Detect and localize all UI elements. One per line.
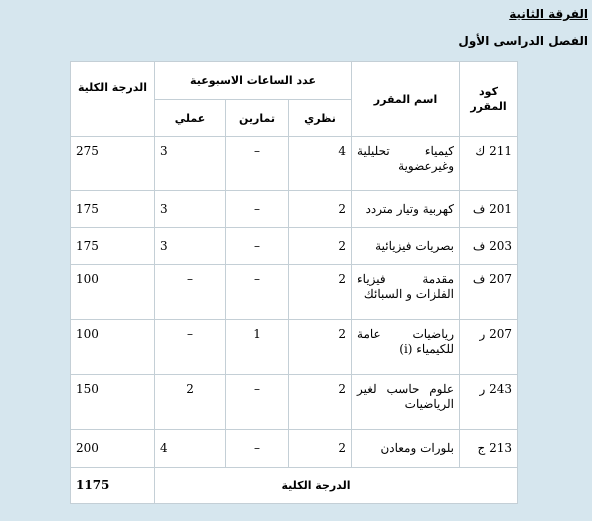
theory-hours: 2 xyxy=(289,430,352,468)
course-name: كهربية وتيار متردد xyxy=(352,191,460,228)
theory-hours: 2 xyxy=(289,191,352,228)
course-code: 201 ف xyxy=(460,191,518,228)
total-grade: 275 xyxy=(71,137,155,191)
exercise-hours: – xyxy=(226,265,289,320)
table-row xyxy=(71,375,518,430)
exercise-hours: – xyxy=(226,137,289,191)
table-row xyxy=(71,137,518,191)
practical-hours: 3 xyxy=(155,191,226,228)
total-grade: 150 xyxy=(71,375,155,430)
theory-hours: 2 xyxy=(289,228,352,265)
total-grade: 175 xyxy=(71,191,155,228)
course-name: بصريات فيزيائية xyxy=(352,228,460,265)
course-code: 243 ر xyxy=(460,375,518,430)
grand-total-label: الدرجة الكلية xyxy=(155,468,518,504)
practical-hours: – xyxy=(155,265,226,320)
year-heading: الفرقة الثانية xyxy=(509,7,588,21)
course-name: مقدمة فيزياء الفلزات و السبائك xyxy=(352,265,460,320)
theory-hours: 2 xyxy=(289,320,352,375)
exercise-hours: – xyxy=(226,375,289,430)
exercise-hours: – xyxy=(226,430,289,468)
table-footer-row xyxy=(71,468,518,504)
theory-hours: 2 xyxy=(289,265,352,320)
course-code: 213 ج xyxy=(460,430,518,468)
practical-hours: 3 xyxy=(155,137,226,191)
header-total-grade: الدرجة الكلية xyxy=(71,62,155,137)
total-grade: 175 xyxy=(71,228,155,265)
total-grade: 100 xyxy=(71,265,155,320)
exercise-hours: 1 xyxy=(226,320,289,375)
practical-hours: 4 xyxy=(155,430,226,468)
course-name: بلورات ومعادن xyxy=(352,430,460,468)
total-grade: 100 xyxy=(71,320,155,375)
header-weekly-hours: عدد الساعات الاسبوعية xyxy=(155,62,352,100)
course-code: 203 ف xyxy=(460,228,518,265)
practical-hours: 2 xyxy=(155,375,226,430)
semester-heading: الفصل الدراسى الأول xyxy=(458,34,588,48)
table-row xyxy=(71,228,518,265)
table-row xyxy=(71,430,518,468)
grand-total-value: 1175 xyxy=(71,468,155,504)
theory-hours: 4 xyxy=(289,137,352,191)
courses-table xyxy=(70,61,518,504)
practical-hours: 3 xyxy=(155,228,226,265)
exercise-hours: – xyxy=(226,228,289,265)
table-row xyxy=(71,320,518,375)
table-row xyxy=(71,265,518,320)
header-name: اسم المقرر xyxy=(352,62,460,137)
header-exercises: تمارين xyxy=(226,100,289,137)
header-theory: نظري xyxy=(289,100,352,137)
table-row xyxy=(71,191,518,228)
exercise-hours: – xyxy=(226,191,289,228)
course-code: 211 ك xyxy=(460,137,518,191)
header-code: كود المقرر xyxy=(460,62,518,137)
total-grade: 200 xyxy=(71,430,155,468)
header-practical: عملي xyxy=(155,100,226,137)
course-name: علوم حاسب لغير الرياضيات xyxy=(352,375,460,430)
course-name: رياضيات عامة للكيمياء (i) xyxy=(352,320,460,375)
course-name: كيمياء تحليلية وغيرعضوية xyxy=(352,137,460,191)
practical-hours: – xyxy=(155,320,226,375)
course-code: 207 ف xyxy=(460,265,518,320)
course-code: 207 ر xyxy=(460,320,518,375)
theory-hours: 2 xyxy=(289,375,352,430)
